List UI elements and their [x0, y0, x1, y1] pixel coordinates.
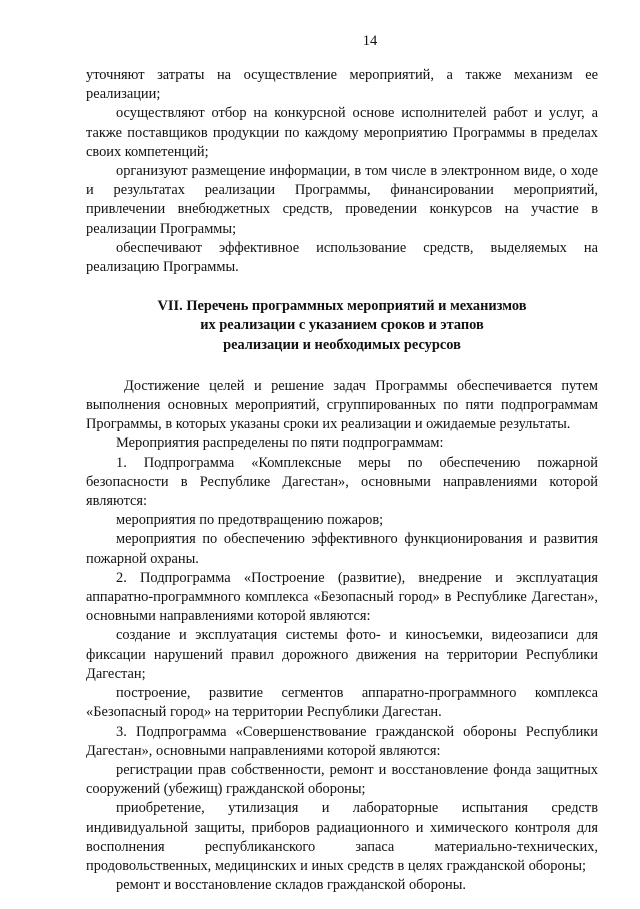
paragraph: мероприятия по предотвращению пожаров;: [116, 512, 384, 529]
section-heading-line: VII. Перечень программных мероприятий и механизмов: [157, 298, 527, 315]
paragraph: регистрации прав собственности, ремонт и восстановление фонда защитных сооружений (убежищ) гражданской обороны;: [86, 761, 598, 798]
paragraph: организуют размещение информации, в том числе в электронном виде, о ходе и результатах реализации Программы, финансировании мероприятий, привлечении внебюджетных средств, проведении конкурсов на участие в реализации Программы;: [86, 163, 598, 237]
paragraph: приобретение, утилизация и лабораторные испытания средств индивидуальной защиты, приборов радиационного и химического контроля для восполнения республиканского запаса материально-технических, продовольственных, медицинских и иных средств в целях гражданской обороны;: [86, 800, 598, 874]
paragraph: осуществляют отбор на конкурсной основе исполнителей работ и услуг, а также поставщиков продукции по каждому мероприятию Программы в пределах своих компетенций;: [86, 105, 598, 160]
intro-text: [86, 66, 598, 277]
paragraph: построение, развитие сегментов аппаратно-программного комплекса «Безопасный город» на территории Республики Дагестан.: [86, 685, 598, 721]
section-heading: [86, 297, 598, 355]
paragraph: Мероприятия распределены по пяти подпрограммам:: [116, 435, 444, 452]
section-heading-line: реализации и необходимых ресурсов: [223, 336, 461, 353]
paragraph: Достижение целей и решение задач Программы обеспечивается путем выполнения основных мероприятий, сгруппированных по пяти подпрограммам Программы, в которых указаны сроки их реализации и ожидаемые результаты.: [86, 377, 598, 433]
section-body: [86, 377, 598, 895]
paragraph: мероприятия по обеспечению эффективного функционирования и развития пожарной охраны.: [86, 531, 598, 567]
paragraph: 3. Подпрограмма «Совершенствование гражданской обороны Республики Дагестан», основными направлениями которой являются:: [86, 723, 598, 759]
paragraph: уточняют затраты на осуществление мероприятий, а также механизм ее реализации;: [86, 67, 598, 103]
paragraph: создание и эксплуатация системы фото- и киносъемки, видеозаписи для фиксации нарушений правил дорожного движения на территории Республики Дагестан;: [86, 627, 598, 682]
paragraph: ремонт и восстановление складов гражданской обороны.: [116, 877, 467, 894]
paragraph: обеспечивают эффективное использование средств, выделяемых на реализацию Программы.: [86, 239, 598, 276]
paragraph: 2. Подпрограмма «Построение (развитие), внедрение и эксплуатация аппаратно-программного комплекса «Безопасный город» в Республике Дагестан», основными направлениями которой являются:: [86, 569, 598, 625]
page-number: 14: [362, 33, 378, 49]
section-heading-line: их реализации с указанием сроков и этапов: [200, 317, 484, 334]
paragraph: 1. Подпрограмма «Комплексные меры по обеспечению пожарной безопасности в Республике Дагестан», основными направлениями которой являются:: [86, 454, 598, 510]
